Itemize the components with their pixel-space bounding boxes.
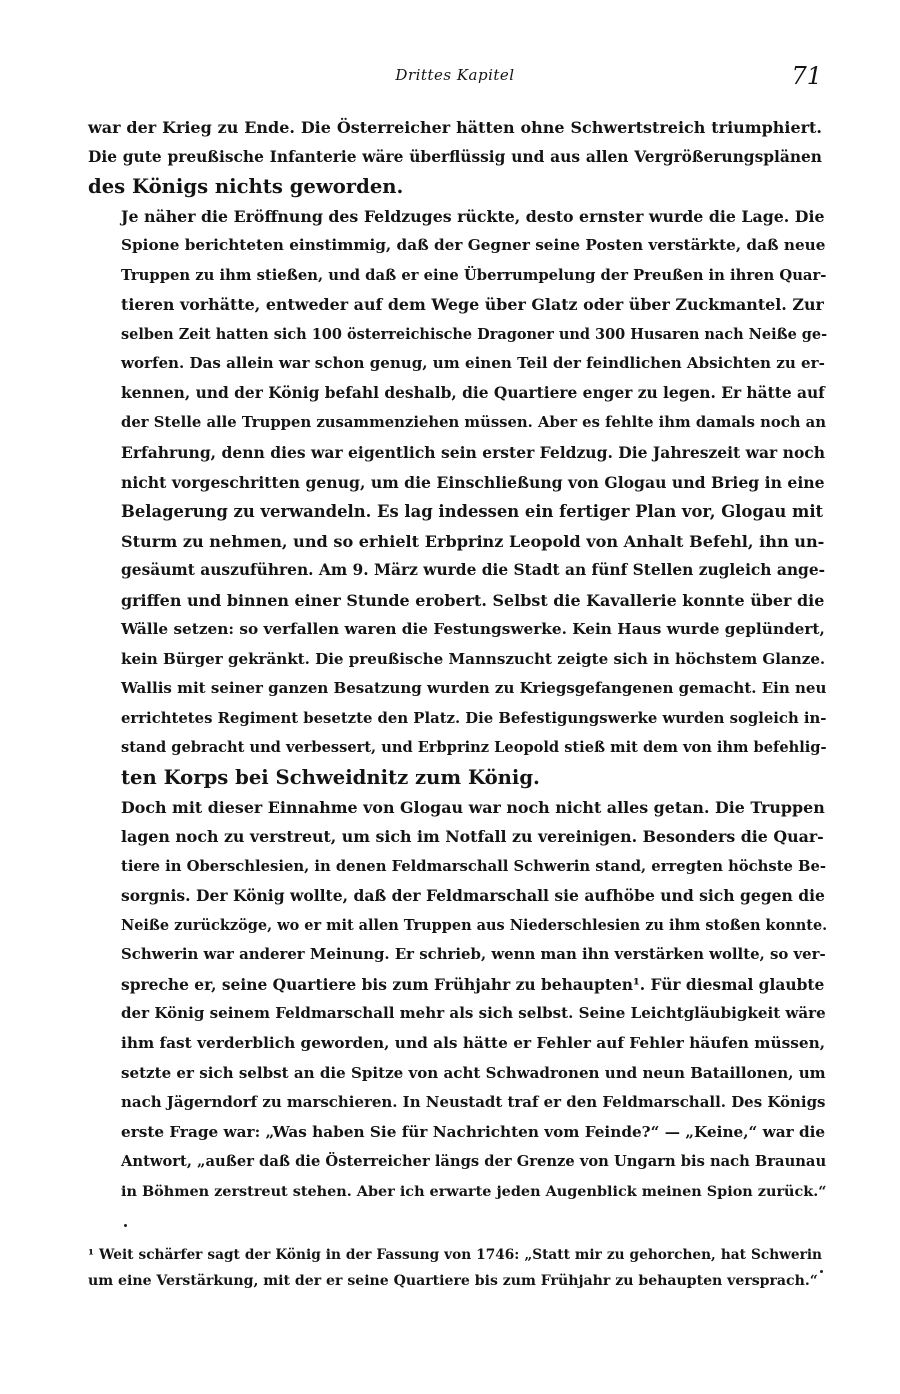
text-line: Wallis mit seiner ganzen Besatzung wurden zu Kriegsgefangenen gemacht. Ein neu	[121, 679, 827, 698]
page-number: 71	[791, 62, 822, 90]
text-line: war der Krieg zu Ende. Die Österreicher hätten ohne Schwertstreich triumphiert.	[88, 118, 822, 137]
text-line: Die gute preußische Infanterie wäre überflüssig und aus allen Vergrößerungsplänen	[88, 147, 822, 166]
text-line: ten Korps bei Schweidnitz zum König.	[121, 766, 540, 790]
text-line: stand gebracht und verbessert, und Erbprinz Leopold stieß mit dem von ihm befehlig-	[121, 739, 827, 757]
text-line: Schwerin war anderer Meinung. Er schrieb, wenn man ihn verstärken wollte, so ver-	[121, 945, 826, 964]
text-line: gesäumt auszuführen. Am 9. März wurde die Stadt an fünf Stellen zugleich ange-	[121, 561, 826, 580]
text-line: worfen. Das allein war schon genug, um einen Teil der feindlichen Absichten zu er-	[121, 354, 825, 373]
text-line: ihm fast verderblich geworden, und als hätte er Fehler auf Fehler häufen müssen,	[121, 1033, 826, 1052]
text-line: in Böhmen zerstreut stehen. Aber ich erwarte jeden Augenblick meinen Spion zurück.“	[121, 1182, 827, 1200]
text-line: Belagerung zu verwandeln. Es lag indessen ein fertiger Plan vor, Glogau mit	[121, 502, 824, 522]
text-line: tiere in Oberschlesien, in denen Feldmarschall Schwerin stand, erregten höchste Be-	[121, 857, 827, 875]
text-line: kein Bürger gekränkt. Die preußische Mannszucht zeigte sich in höchstem Glanze.	[121, 649, 826, 668]
text-line: spreche er, seine Quartiere bis zum Frühjahr zu behaupten¹. Für diesmal glaubte	[121, 974, 825, 994]
text-line: griffen und binnen einer Stunde erobert. Selbst die Kavallerie konnte über die	[121, 590, 825, 610]
paragraph	[88, 202, 828, 793]
footnote-line: ¹ Weit schärfer sagt der König in der Fassung von 1746: „Statt mir zu gehorchen, hat Schwerin	[88, 1247, 822, 1263]
text-line: Spione berichteten einstimmig, daß der Gegner seine Posten verstärkte, daß neue	[121, 236, 826, 255]
text-line: Erfahrung, denn dies war eigentlich sein erster Feldzug. Die Jahreszeit war noch	[121, 443, 826, 463]
paragraph	[88, 793, 828, 1207]
text-line: der König seinem Feldmarschall mehr als sich selbst. Seine Leichtgläubigkeit wäre	[121, 1004, 826, 1023]
text-line: erste Frage war: „Was haben Sie für Nachrichten vom Feinde?“ — „Keine,“ war die	[121, 1122, 826, 1141]
text-line: Je näher die Eröffnung des Feldzuges rückte, desto ernster wurde die Lage. Die	[121, 206, 825, 226]
footnote	[88, 1242, 822, 1294]
running-head: Drittes Kapitel	[395, 66, 515, 84]
text-line: sorgnis. Der König wollte, daß der Feldmarschall sie aufhöbe und sich gegen die	[121, 886, 825, 906]
text-line: selben Zeit hatten sich 100 österreichische Dragoner und 300 Husaren nach Neiße ge-	[121, 325, 828, 343]
text-line: errichtetes Regiment besetzte den Platz. Die Befestigungswerke wurden sogleich in-	[121, 709, 827, 727]
text-line: des Königs nichts geworden.	[88, 175, 404, 199]
text-line: setzte er sich selbst an die Spitze von acht Schwadronen und neun Bataillonen, um	[121, 1063, 826, 1082]
footnote-line: um eine Verstärkung, mit der er seine Quartiere bis zum Frühjahr zu behaupten versprach.“	[88, 1273, 818, 1289]
text-line: Sturm zu nehmen, und so erhielt Erbprinz Leopold von Anhalt Befehl, ihn un-	[121, 531, 825, 551]
text-line: kennen, und der König befahl deshalb, die Quartiere enger zu legen. Er hätte auf	[121, 383, 825, 402]
text-line: tieren vorhätte, entweder auf dem Wege über Glatz oder über Zuckmantel. Zur	[121, 295, 824, 315]
text-line: Antwort, „außer daß die Österreicher längs der Grenze von Ungarn bis nach Braunau	[121, 1153, 827, 1171]
text-line: nicht vorgeschritten genug, um die Einschließung von Glogau und Brieg in eine	[121, 472, 825, 492]
stray-ink-dot	[124, 1224, 127, 1227]
text-line: Neiße zurückzöge, wo er mit allen Truppen aus Niederschlesien zu ihm stoßen konnte.	[121, 916, 828, 934]
page-header	[88, 64, 822, 94]
text-line: Doch mit dieser Einnahme von Glogau war noch nicht alles getan. Die Truppen	[121, 797, 825, 817]
body-text	[88, 113, 828, 1206]
text-line: Wälle setzen: so verfallen waren die Festungswerke. Kein Haus wurde geplündert,	[121, 620, 825, 639]
text-line: der Stelle alle Truppen zusammenziehen müssen. Aber es fehlte ihm damals noch an	[121, 414, 826, 432]
text-line: lagen noch zu verstreut, um sich im Notfall zu vereinigen. Besonders die Quar-	[121, 827, 824, 847]
text-line: nach Jägerndorf zu marschieren. In Neustadt traf er den Feldmarschall. Des Königs	[121, 1093, 826, 1112]
text-line: Truppen zu ihm stießen, und daß er eine Überrumpelung der Preußen in ihren Quar-	[121, 266, 827, 284]
paragraph	[88, 113, 822, 202]
